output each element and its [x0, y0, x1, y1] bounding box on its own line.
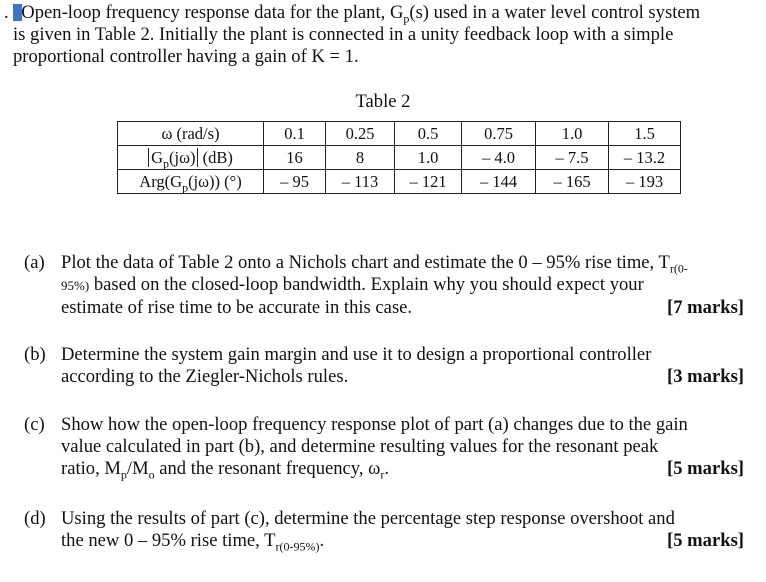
question-body: Using the results of part (c), determine the percentage step response overshoot and the new 0 – 95% rise time, $T_{r(0-95\%)}$. [5 marks] — [61, 508, 744, 554]
marks-label: [3 marks] — [667, 366, 744, 387]
table-cell: 0.1 — [264, 122, 326, 146]
row-header-phase: $Arg(G_p(j\omega))$ (°) — [118, 170, 264, 194]
frequency-response-table — [117, 121, 681, 194]
question-d — [24, 508, 744, 552]
question-label: (d) — [24, 508, 46, 529]
table-cell: 1.5 — [609, 122, 681, 146]
table-cell: 0.5 — [395, 122, 462, 146]
row-header-magnitude: $G_p(j\omega)$ (dB) — [118, 146, 264, 170]
table-row-phase — [118, 170, 681, 194]
question-b — [24, 344, 744, 388]
marks-label: [5 marks] — [667, 530, 744, 551]
table-cell: – 144 — [462, 170, 536, 194]
question-body: Show how the open-loop frequency response plot of part (a) changes due to the gain value calculated in part (b), and determine resulting values for the resonant peak ratio, $M_p/M_o$ and the resonant frequency, $\omega_r$. [5 marks] — [61, 414, 744, 482]
table-cell: – 113 — [326, 170, 395, 194]
magnitude-abs: $G_p(j\omega)$ — [148, 148, 198, 167]
table-cell: 0.75 — [462, 122, 536, 146]
table-cell: – 4.0 — [462, 146, 536, 170]
table-cell: 16 — [264, 146, 326, 170]
table-cell: 0.25 — [326, 122, 395, 146]
table-row-magnitude — [118, 146, 681, 170]
question-body: Plot the data of Table 2 onto a Nichols chart and estimate the 0 – 95% rise time, $T_{r(0-}$ 95%) based on the closed-loop bandwidth. Explain why you should expect your estimate of rise time to be accurate in this case. [7 marks] — [61, 252, 744, 318]
marks-label: [5 marks] — [667, 458, 744, 479]
intro-line-1: . Open-loop frequency response data for the plant, $G_p(s)$ used in a water level control system — [4, 2, 701, 26]
table-row-frequency — [118, 122, 681, 146]
table-cell: – 13.2 — [609, 146, 681, 170]
intro-line-2: is given in Table 2. Initially the plant is connected in a unity feedback loop with a simple — [13, 24, 674, 45]
question-body: Determine the system gain margin and use it to design a proportional controller according to the Ziegler-Nichols rules. [3 marks] — [61, 344, 744, 387]
problem-intro — [4, 2, 752, 68]
question-label: (a) — [24, 252, 45, 273]
table-cell: – 193 — [609, 170, 681, 194]
question-c — [24, 414, 744, 480]
table-cell: – 121 — [395, 170, 462, 194]
table-cell: 1.0 — [536, 122, 609, 146]
table-caption: Table 2 — [355, 91, 411, 112]
intro-line-3: proportional controller having a gain of K = 1. — [13, 46, 359, 67]
table-cell: 8 — [326, 146, 395, 170]
row-header-frequency: ω (rad/s) — [118, 122, 264, 146]
table-cell: – 165 — [536, 170, 609, 194]
marks-label: [7 marks] — [667, 297, 744, 318]
table-cell: – 7.5 — [536, 146, 609, 170]
table-cell: 1.0 — [395, 146, 462, 170]
table-cell: – 95 — [264, 170, 326, 194]
question-a — [24, 252, 744, 319]
question-label: (c) — [24, 414, 45, 435]
question-label: (b) — [24, 344, 46, 365]
